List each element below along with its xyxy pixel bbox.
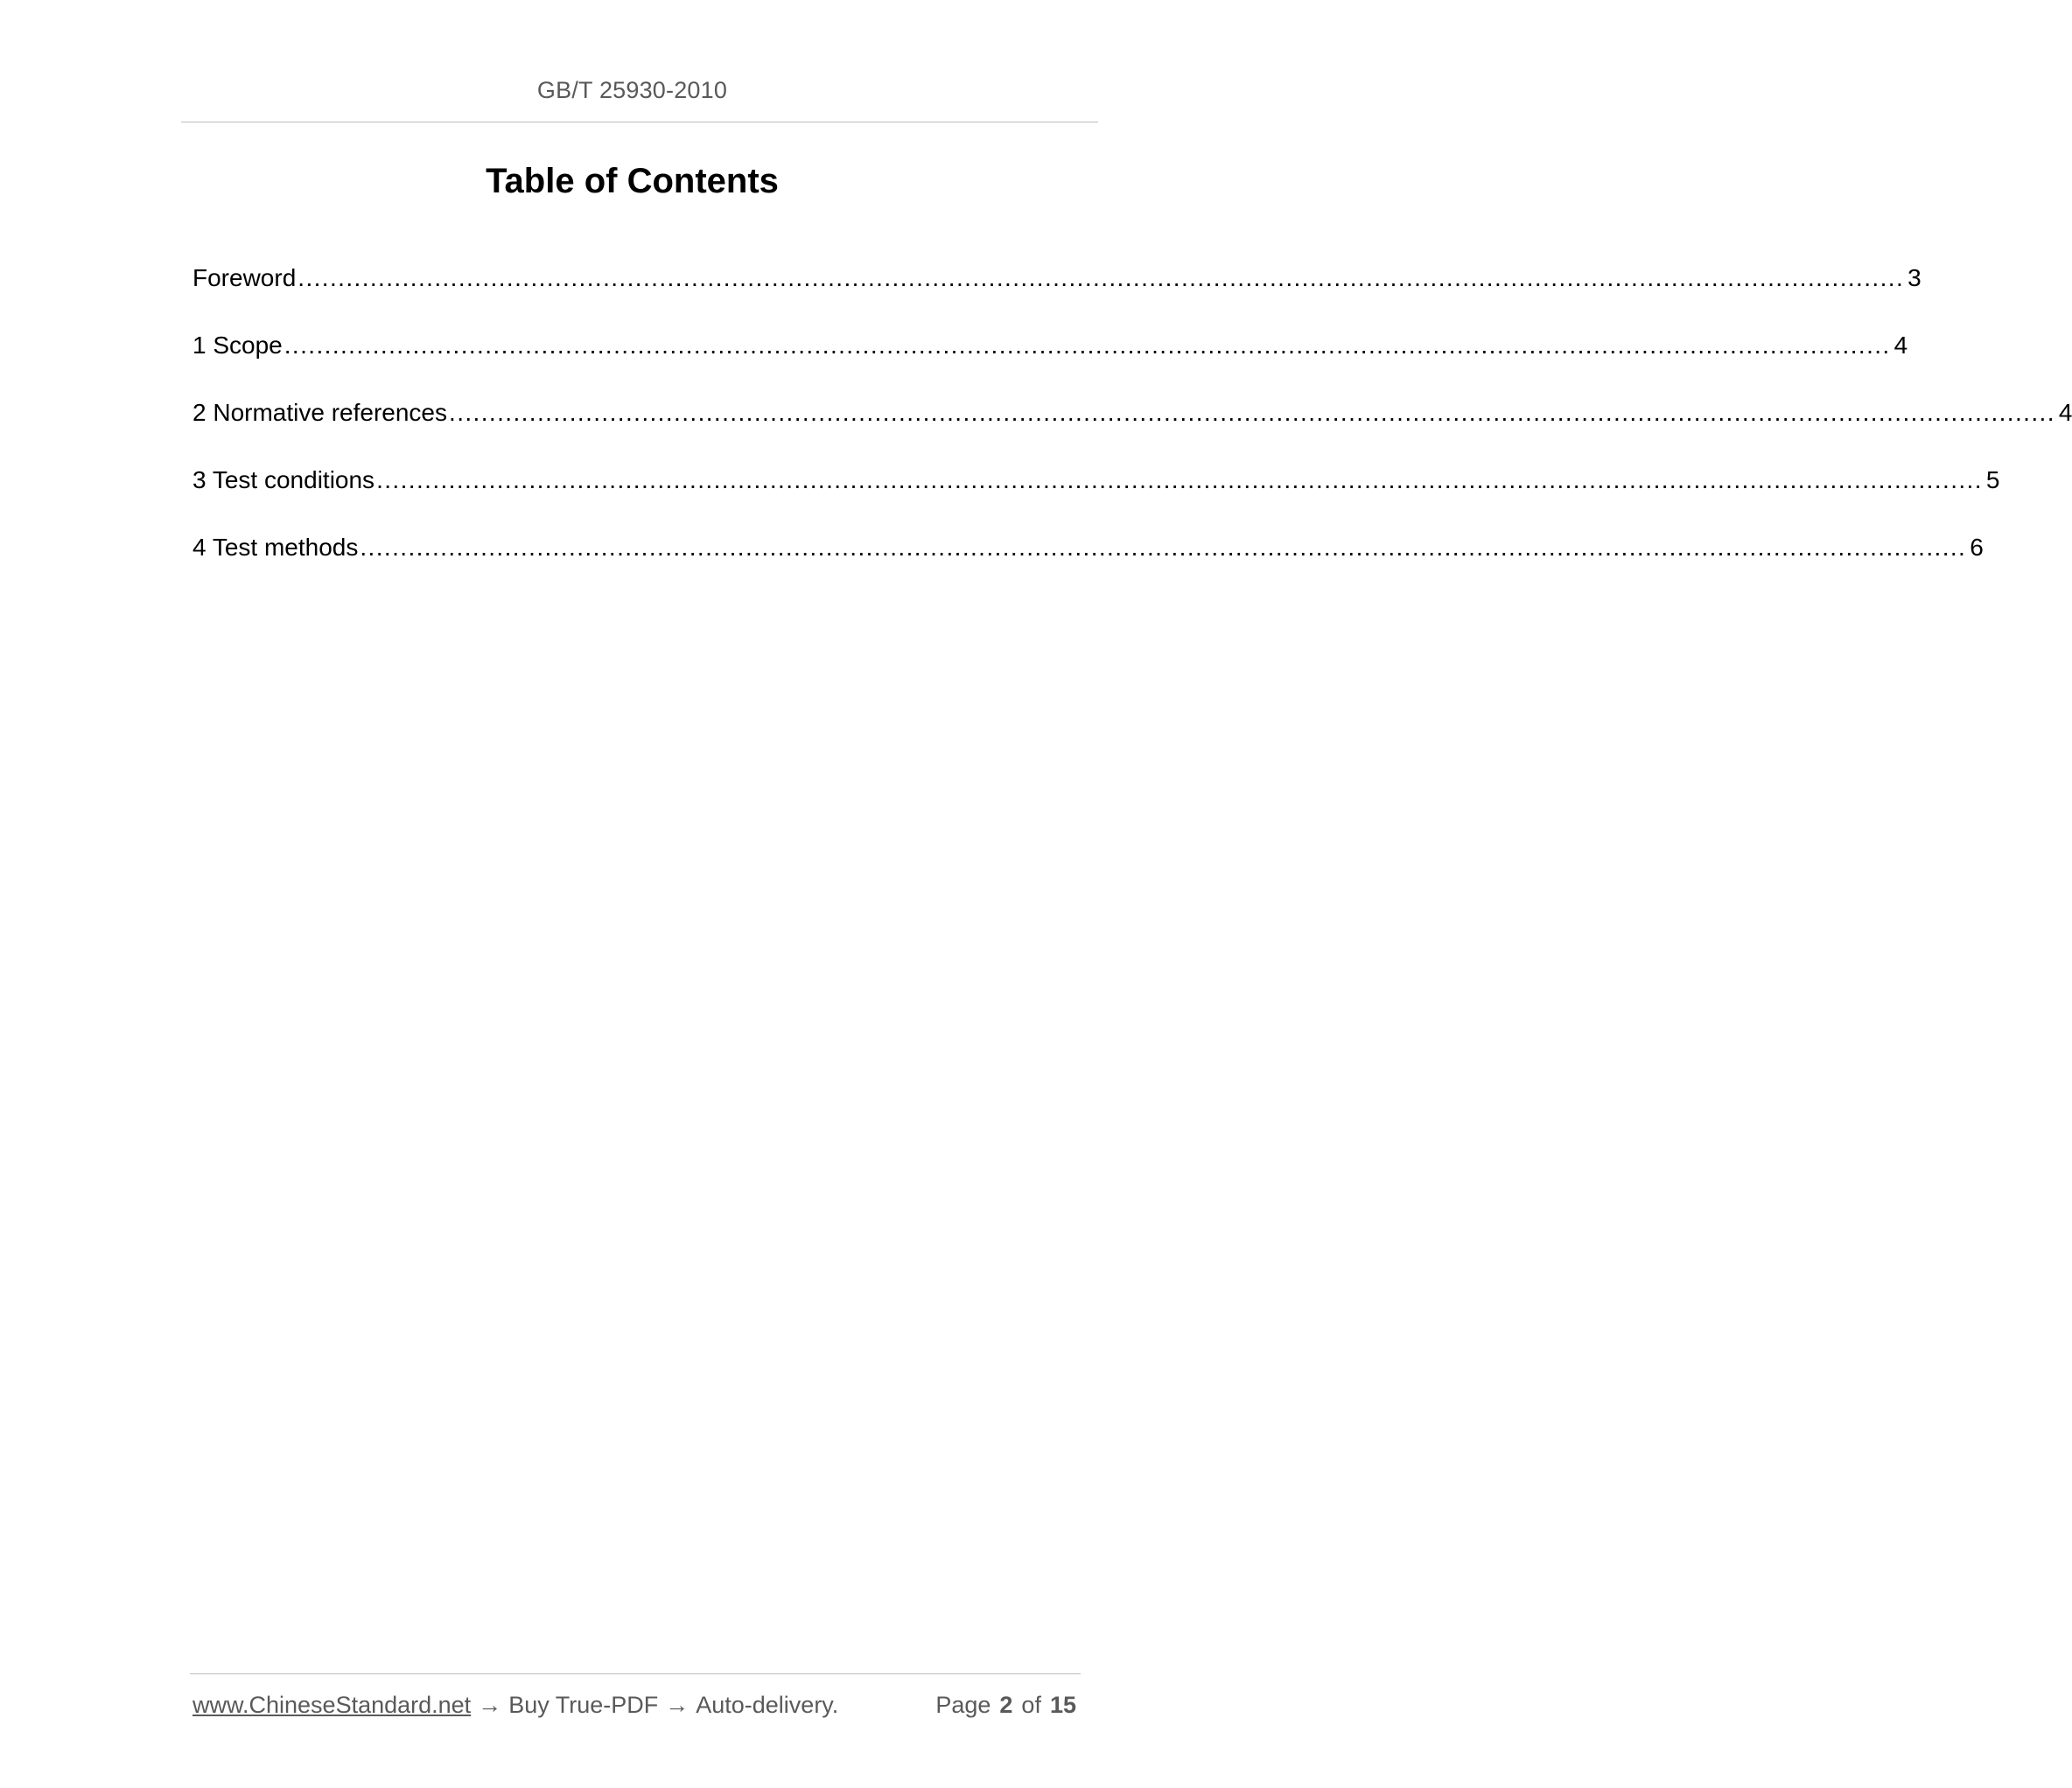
footer-divider [190,1673,1081,1674]
toc-entry-normative-references[interactable] [192,399,2072,466]
dot-leader: ........................................................................................................................................................................................................ [284,332,1891,359]
toc-entry-foreword[interactable] [192,264,1922,332]
toc-entry-page: 3 [1908,264,1922,291]
current-page: 2 [999,1692,1013,1718]
dot-leader: ........................................................................................................................................................................................................ [298,264,1905,291]
auto-delivery-text: Auto-delivery. [696,1692,839,1718]
dot-leader: ........................................................................................................................................................................................................ [449,399,2055,426]
page-number [935,1692,1076,1719]
arrow-right-icon: → [665,1692,690,1718]
toc-entry-page: 5 [1985,466,2000,493]
toc-entry-page: 4 [1894,332,1908,359]
toc-entry-label: 3 Test conditions [192,466,375,493]
total-pages: 15 [1049,1692,1076,1718]
dot-leader: ........................................................................................................................................................................................................ [376,466,1983,493]
footer-promo [192,1692,838,1719]
toc-entry-page: 6 [1970,534,1984,561]
toc-entry-label: 1 Scope [192,332,283,359]
toc-entry-label: Foreword [192,264,297,291]
toc-entry-scope[interactable] [192,332,1908,399]
toc-list [192,264,2072,601]
toc-entry-label: 4 Test methods [192,534,359,561]
page-footer [192,1692,1076,1727]
toc-entry-label: 2 Normative references [192,399,448,426]
toc-entry-test-conditions[interactable] [192,466,2000,534]
document-id-header: GB/T 25930-2010 [536,77,728,103]
website-link[interactable]: www.ChineseStandard.net [192,1692,472,1718]
arrow-right-icon: → [478,1692,502,1718]
of-word: of [1021,1692,1041,1718]
toc-title: Table of Contents [486,162,779,200]
dot-leader: ........................................................................................................................................................................................................ [360,534,1967,561]
buy-pdf-text: Buy True-PDF [508,1692,659,1718]
toc-entry-test-methods[interactable] [192,534,1984,601]
page-word: Page [935,1692,991,1718]
toc-entry-page: 4 [2058,399,2072,426]
